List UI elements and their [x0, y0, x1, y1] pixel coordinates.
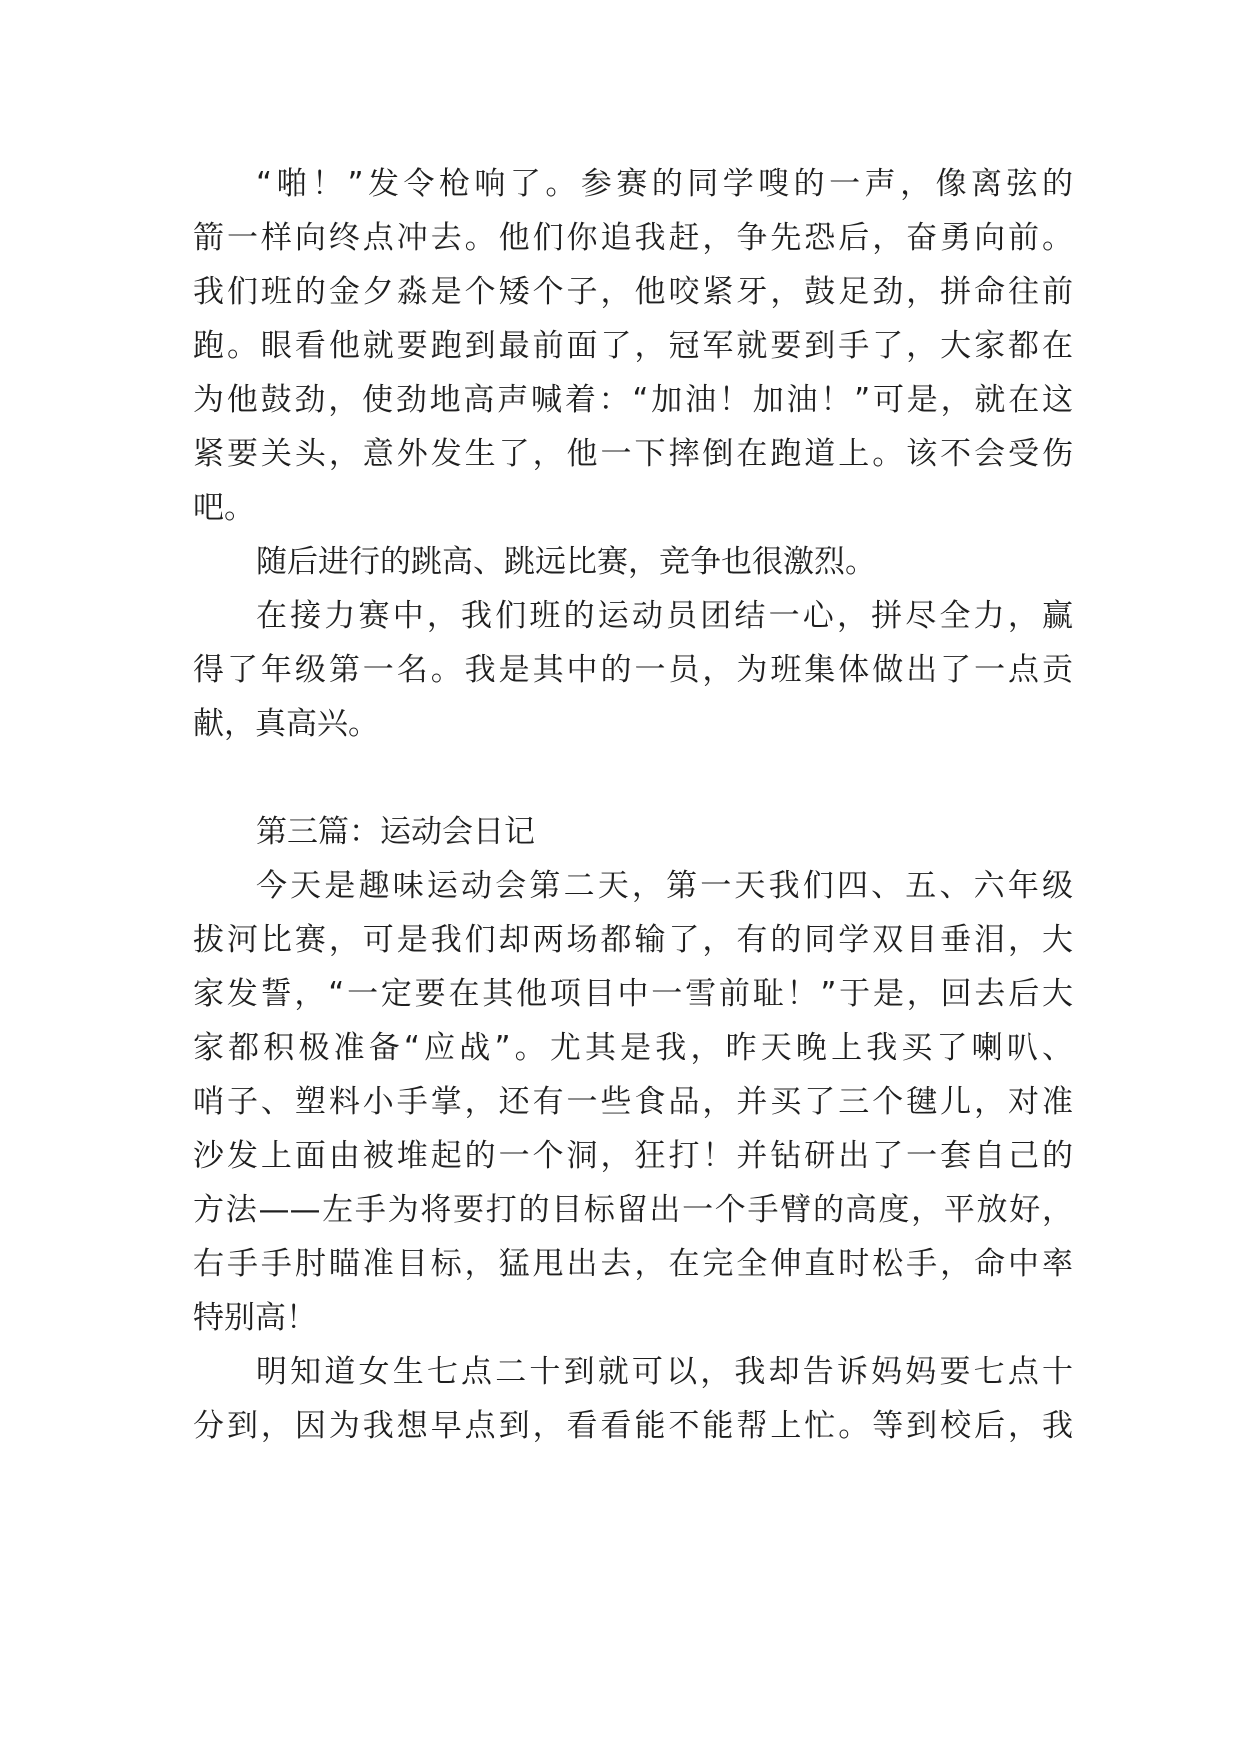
- paragraph-4-line-4: 家都积极准备“应战”。尤其是我，昨天晚上我买了喇叭、: [193, 1030, 1073, 1066]
- paragraph-3-line-2: 得了年级第一名。我是其中的一员，为班集体做出了一点贡: [193, 652, 1073, 688]
- paragraph-1-line-6: 紧要关头，意外发生了，他一下摔倒在跑道上。该不会受伤: [193, 436, 1073, 472]
- paragraph-4-line-6: 沙发上面由被堆起的一个洞，狂打！并钻研出了一套自己的: [193, 1138, 1073, 1174]
- paragraph-5-line-1: 明知道女生七点二十到就可以，我却告诉妈妈要七点十: [256, 1354, 1073, 1390]
- paragraph-4-line-1: 今天是趣味运动会第二天，第一天我们四、五、六年级: [256, 868, 1073, 904]
- paragraph-3-line-1: 在接力赛中，我们班的运动员团结一心，拼尽全力，赢: [256, 598, 1073, 634]
- paragraph-3-line-3: 献，真高兴。: [193, 706, 379, 742]
- paragraph-1-line-5: 为他鼓劲，使劲地高声喊着：“加油！加油！”可是，就在这: [193, 382, 1073, 418]
- section-heading: 第三篇：运动会日记: [256, 814, 535, 850]
- paragraph-4-line-8: 右手手肘瞄准目标，猛甩出去，在完全伸直时松手，命中率: [193, 1246, 1073, 1282]
- paragraph-4-line-9: 特别高！: [193, 1300, 317, 1336]
- paragraph-4-line-5: 哨子、塑料小手掌，还有一些食品，并买了三个毽儿，对准: [193, 1084, 1073, 1120]
- paragraph-4-line-2: 拔河比赛，可是我们却两场都输了，有的同学双目垂泪，大: [193, 922, 1073, 958]
- paragraph-1-line-4: 跑。眼看他就要跑到最前面了，冠军就要到手了，大家都在: [193, 328, 1073, 364]
- paragraph-1-line-2: 箭一样向终点冲去。他们你追我赶，争先恐后，奋勇向前。: [193, 220, 1073, 256]
- paragraph-1-line-3: 我们班的金夕淼是个矮个子，他咬紧牙，鼓足劲，拼命往前: [193, 274, 1073, 310]
- paragraph-4-line-3: 家发誓，“一定要在其他项目中一雪前耻！”于是，回去后大: [193, 976, 1073, 1012]
- paragraph-2-line-1: 随后进行的跳高、跳远比赛，竞争也很激烈。: [256, 544, 876, 580]
- paragraph-4-line-7: 方法——左手为将要打的目标留出一个手臂的高度，平放好，: [193, 1192, 1073, 1228]
- paragraph-1-line-7: 吧。: [193, 490, 255, 526]
- paragraph-1-line-1: “啪！”发令枪响了。参赛的同学嗖的一声，像离弦的: [256, 166, 1073, 202]
- paragraph-5-line-2: 分到，因为我想早点到，看看能不能帮上忙。等到校后，我: [193, 1408, 1073, 1444]
